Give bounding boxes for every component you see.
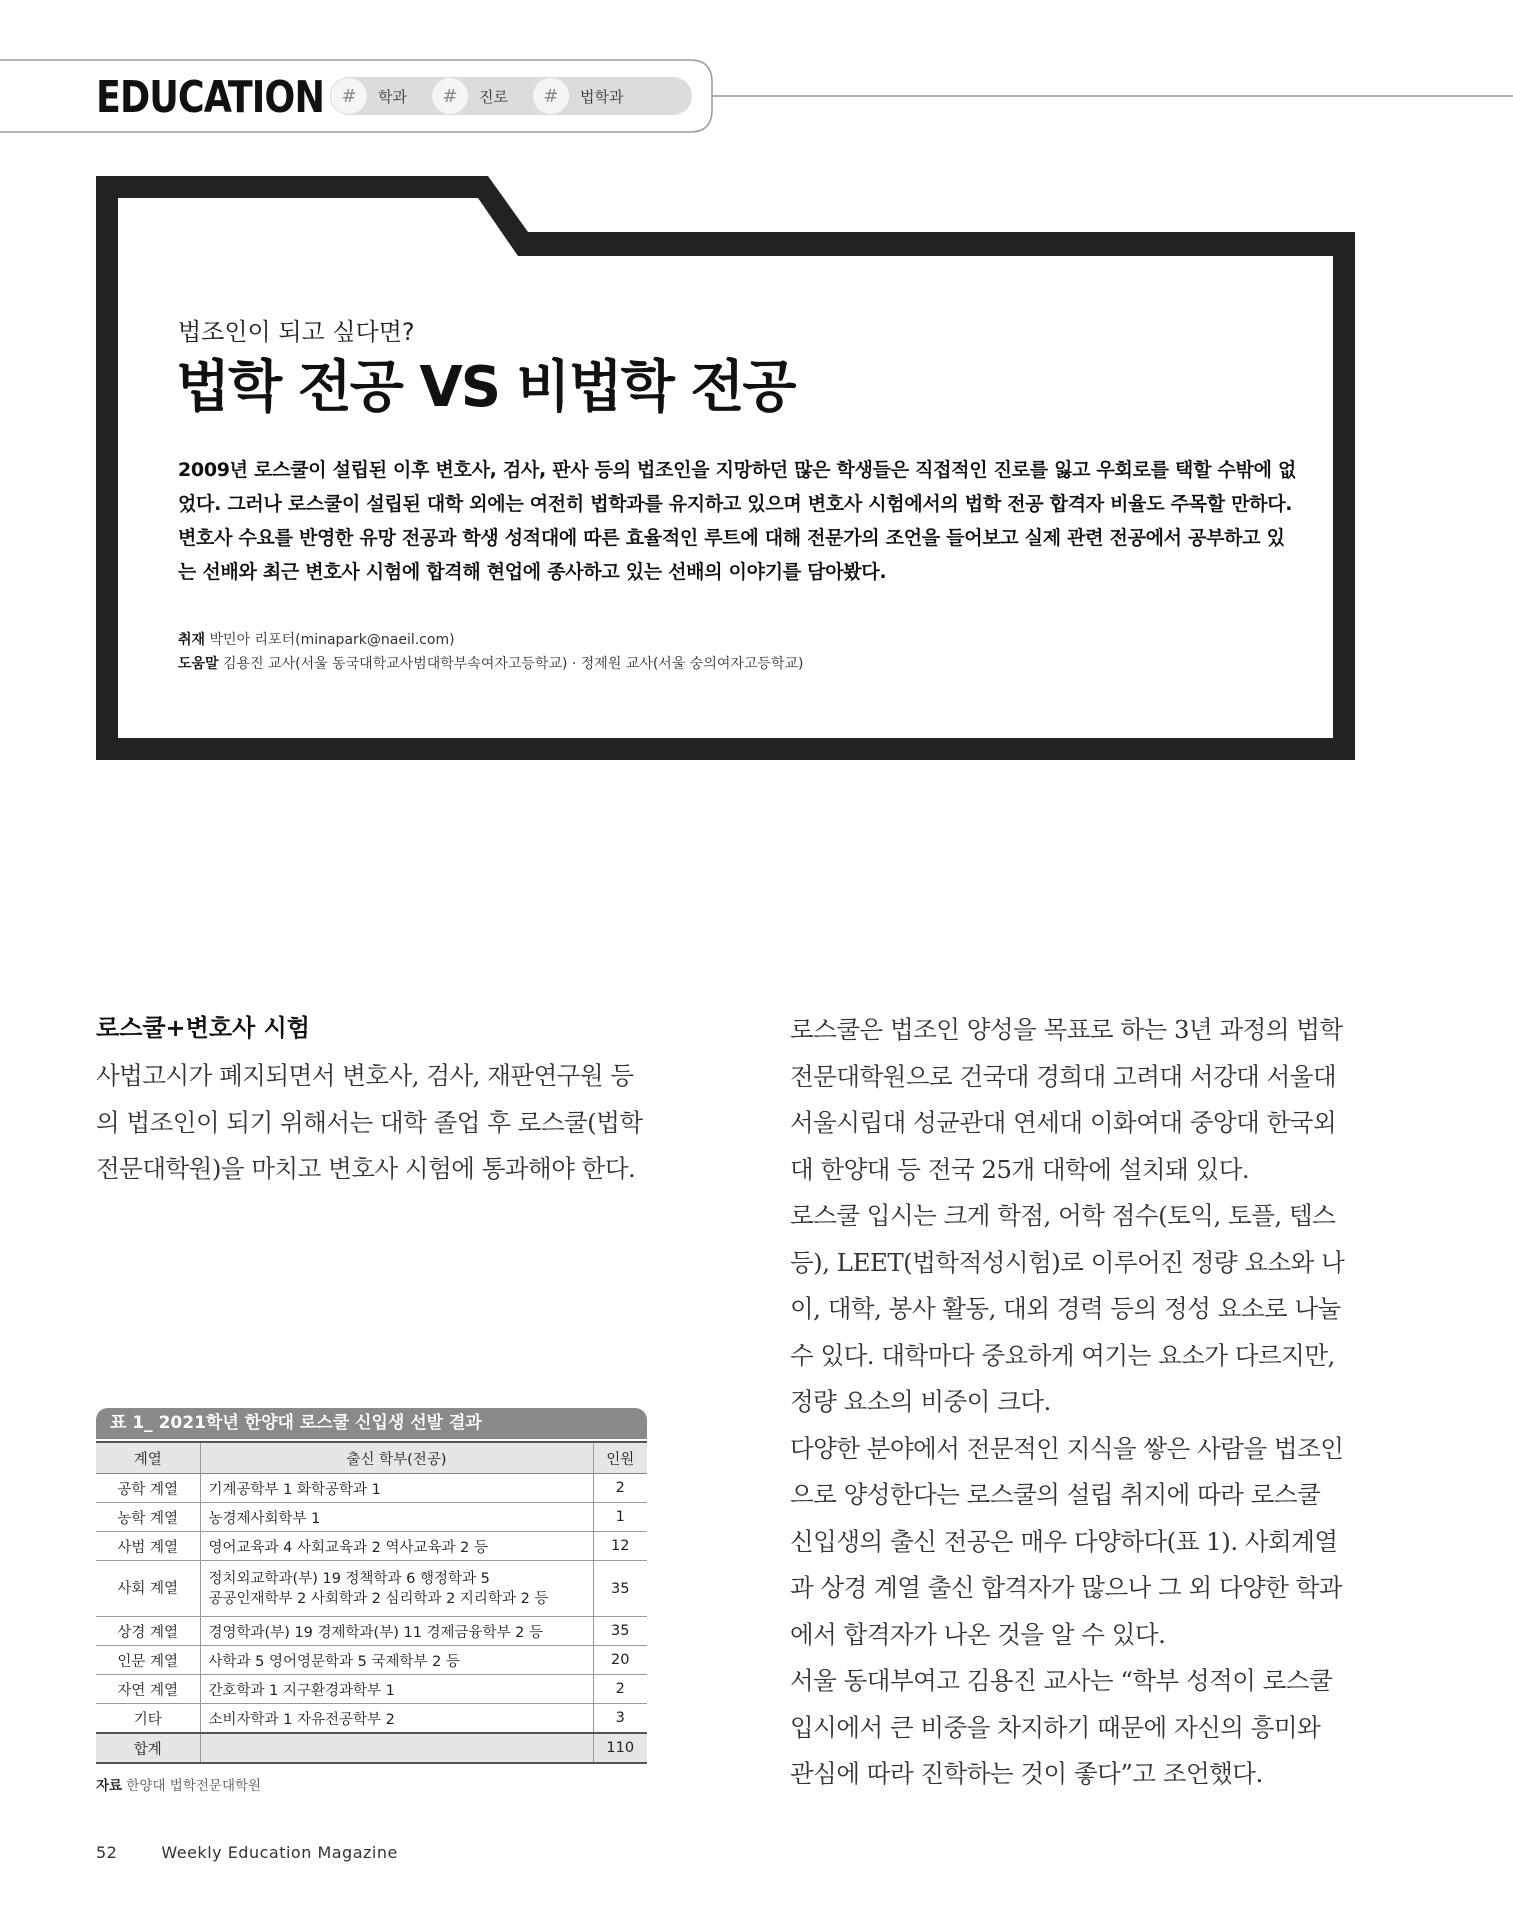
magazine-name: Weekly Education Magazine <box>161 1843 398 1862</box>
table-row <box>96 1474 647 1503</box>
cell-count: 1 <box>593 1503 647 1532</box>
cell-major-line: 공공인재학부 2 사회학과 2 심리학과 2 지리학과 2 등 <box>208 1590 549 1607</box>
section-label: EDUCATION <box>96 72 325 123</box>
table-header-row <box>96 1442 647 1474</box>
table-row <box>96 1617 647 1646</box>
page-number: 52 <box>96 1843 118 1862</box>
tag-label: 학과 <box>378 87 407 106</box>
body-paragraph: 다양한 분야에서 전문적인 지식을 쌓은 사람을 법조인으로 양성한다는 로스쿨의 설립 취지에 따라 로스쿨 신입생의 출신 전공은 매우 다양하다(표 1). 사회계열과 상경 계열 출신 합격자가 많으나 그 외 다양한 학과에서 합격자가 나온 것을 알 수 있다. <box>790 1433 1344 1649</box>
cell-count: 20 <box>593 1646 647 1675</box>
cell-field: 사회 계열 <box>96 1561 200 1617</box>
table-total-row <box>96 1733 647 1763</box>
tag-label: 진로 <box>478 87 508 106</box>
cell-field: 자연 계열 <box>96 1675 200 1704</box>
cell-count: 2 <box>593 1474 647 1503</box>
cell-field: 사범 계열 <box>96 1532 200 1561</box>
source-label: 자료 <box>96 1778 123 1794</box>
help-credit <box>178 652 803 676</box>
article-headline: 법학 전공 VS 비법학 전공 <box>176 355 795 420</box>
cell-field: 인문 계열 <box>96 1646 200 1675</box>
table-row <box>96 1675 647 1704</box>
article-kicker: 법조인이 되고 싶다면? <box>178 318 415 346</box>
cell-count: 2 <box>593 1675 647 1704</box>
cell-major: 사학과 5 영어영문학과 5 국제학부 2 등 <box>200 1646 593 1675</box>
lede-paragraph: 변호사 수요를 반영한 유망 전공과 학생 성적대에 따른 효율적인 루트에 대해 전문가의 조언을 들어보고 실제 관련 전공에서 공부하고 있는 선배와 최근 변호사 시험에 합격해 현업에 종사하고 있는 선배의 이야기를 담아봤다. <box>178 527 1285 583</box>
cell-major: 경영학과(부) 19 경제학과(부) 11 경제금융학부 2 등 <box>200 1617 593 1646</box>
table-row <box>96 1646 647 1675</box>
reporter-credit <box>178 628 803 652</box>
body-paragraph: 사법고시가 폐지되면서 변호사, 검사, 재판연구원 등의 법조인이 되기 위해서는 대학 졸업 후 로스쿨(법학전문대학원)을 마치고 변호사 시험에 통과해야 한다. <box>96 1061 643 1183</box>
table-row <box>96 1561 647 1617</box>
total-label: 합계 <box>96 1733 200 1763</box>
total-empty <box>200 1733 593 1763</box>
cell-major <box>200 1561 593 1617</box>
cell-count: 35 <box>593 1561 647 1617</box>
body-column-right <box>790 1007 1345 1798</box>
column-header: 인원 <box>593 1442 647 1474</box>
cell-major: 영어교육과 4 사회교육과 2 역사교육과 2 등 <box>200 1532 593 1561</box>
table-source <box>96 1774 261 1794</box>
column-header: 출신 학부(전공) <box>200 1442 593 1474</box>
body-paragraph: 로스쿨 입시는 크게 학점, 어학 점수(토익, 토플, 텝스 등), LEET(법학적성시험)로 이루어진 정량 요소와 나이, 대학, 봉사 활동, 대외 경력 등의 정성 요소로 나눌 수 있다. 대학마다 중요하게 여기는 요소가 다르지만, 정량 요소의 비중이 크다. <box>790 1201 1345 1416</box>
hash-icon: # <box>431 77 469 115</box>
lede-paragraph: 2009년 로스쿨이 설립된 이후 변호사, 검사, 판사 등의 법조인을 지망하던 많은 학생들은 직접적인 진로를 잃고 우회로를 택할 수밖에 없었다. 그러나 로스쿨이 설립된 대학 외에는 여전히 법학과를 유지하고 있으며 변호사 시험에서의 법학 전공 합격자 비율도 주목할 만하다. <box>178 459 1296 515</box>
hash-icon: # <box>532 77 570 115</box>
cell-count: 35 <box>593 1617 647 1646</box>
page-footer <box>96 1843 398 1862</box>
cell-field: 상경 계열 <box>96 1617 200 1646</box>
table-title: 표 1_ 2021학년 한양대 로스쿨 신입생 선발 결과 <box>96 1408 647 1439</box>
results-table <box>96 1441 647 1764</box>
cell-field: 농학 계열 <box>96 1503 200 1532</box>
article-credits <box>178 628 803 676</box>
cell-major: 간호학과 1 지구환경과학부 1 <box>200 1675 593 1704</box>
help-names: 김용진 교사(서울 동국대학교사범대학부속여자고등학교) · 정제원 교사(서울 숭의여자고등학교) <box>223 656 804 672</box>
column-header: 계열 <box>96 1442 200 1474</box>
table-row <box>96 1503 647 1532</box>
cell-field: 기타 <box>96 1704 200 1734</box>
cell-field: 공학 계열 <box>96 1474 200 1503</box>
article-lede <box>178 453 1298 589</box>
cell-count: 3 <box>593 1704 647 1734</box>
source-text: 한양대 법학전문대학원 <box>126 1778 262 1794</box>
cell-major-line: 정치외교학과(부) 19 정책학과 6 행정학과 5 <box>208 1570 490 1587</box>
table-row <box>96 1704 647 1734</box>
cell-major: 농경제사회학부 1 <box>200 1503 593 1532</box>
cell-count: 12 <box>593 1532 647 1561</box>
table-row <box>96 1532 647 1561</box>
body-paragraph: 서울 동대부여고 김용진 교사는 “학부 성적이 로스쿨 입시에서 큰 비중을 차지하기 때문에 자신의 흥미와 관심에 따라 진학하는 것이 좋다”고 조언했다. <box>790 1666 1333 1788</box>
body-column-left <box>96 1053 651 1193</box>
help-label: 도움말 <box>178 656 219 672</box>
body-paragraph: 로스쿨은 법조인 양성을 목표로 하는 3년 과정의 법학전문대학원으로 건국대 경희대 고려대 서강대 서울대 서울시립대 성균관대 연세대 이화여대 중앙대 한국외대 한양대 등 전국 25개 대학에 설치돼 있다. <box>790 1015 1343 1184</box>
cell-major: 소비자학과 1 자유전공학부 2 <box>200 1704 593 1734</box>
total-count: 110 <box>593 1733 647 1763</box>
reporter-name: 박민아 리포터(minapark@naeil.com) <box>209 632 455 648</box>
reporter-label: 취재 <box>178 632 206 648</box>
tag-label: 법학과 <box>579 87 624 106</box>
cell-major: 기계공학부 1 화학공학과 1 <box>200 1474 593 1503</box>
hash-icon: # <box>330 77 368 115</box>
section-subhead: 로스쿨+변호사 시험 <box>96 1014 310 1042</box>
